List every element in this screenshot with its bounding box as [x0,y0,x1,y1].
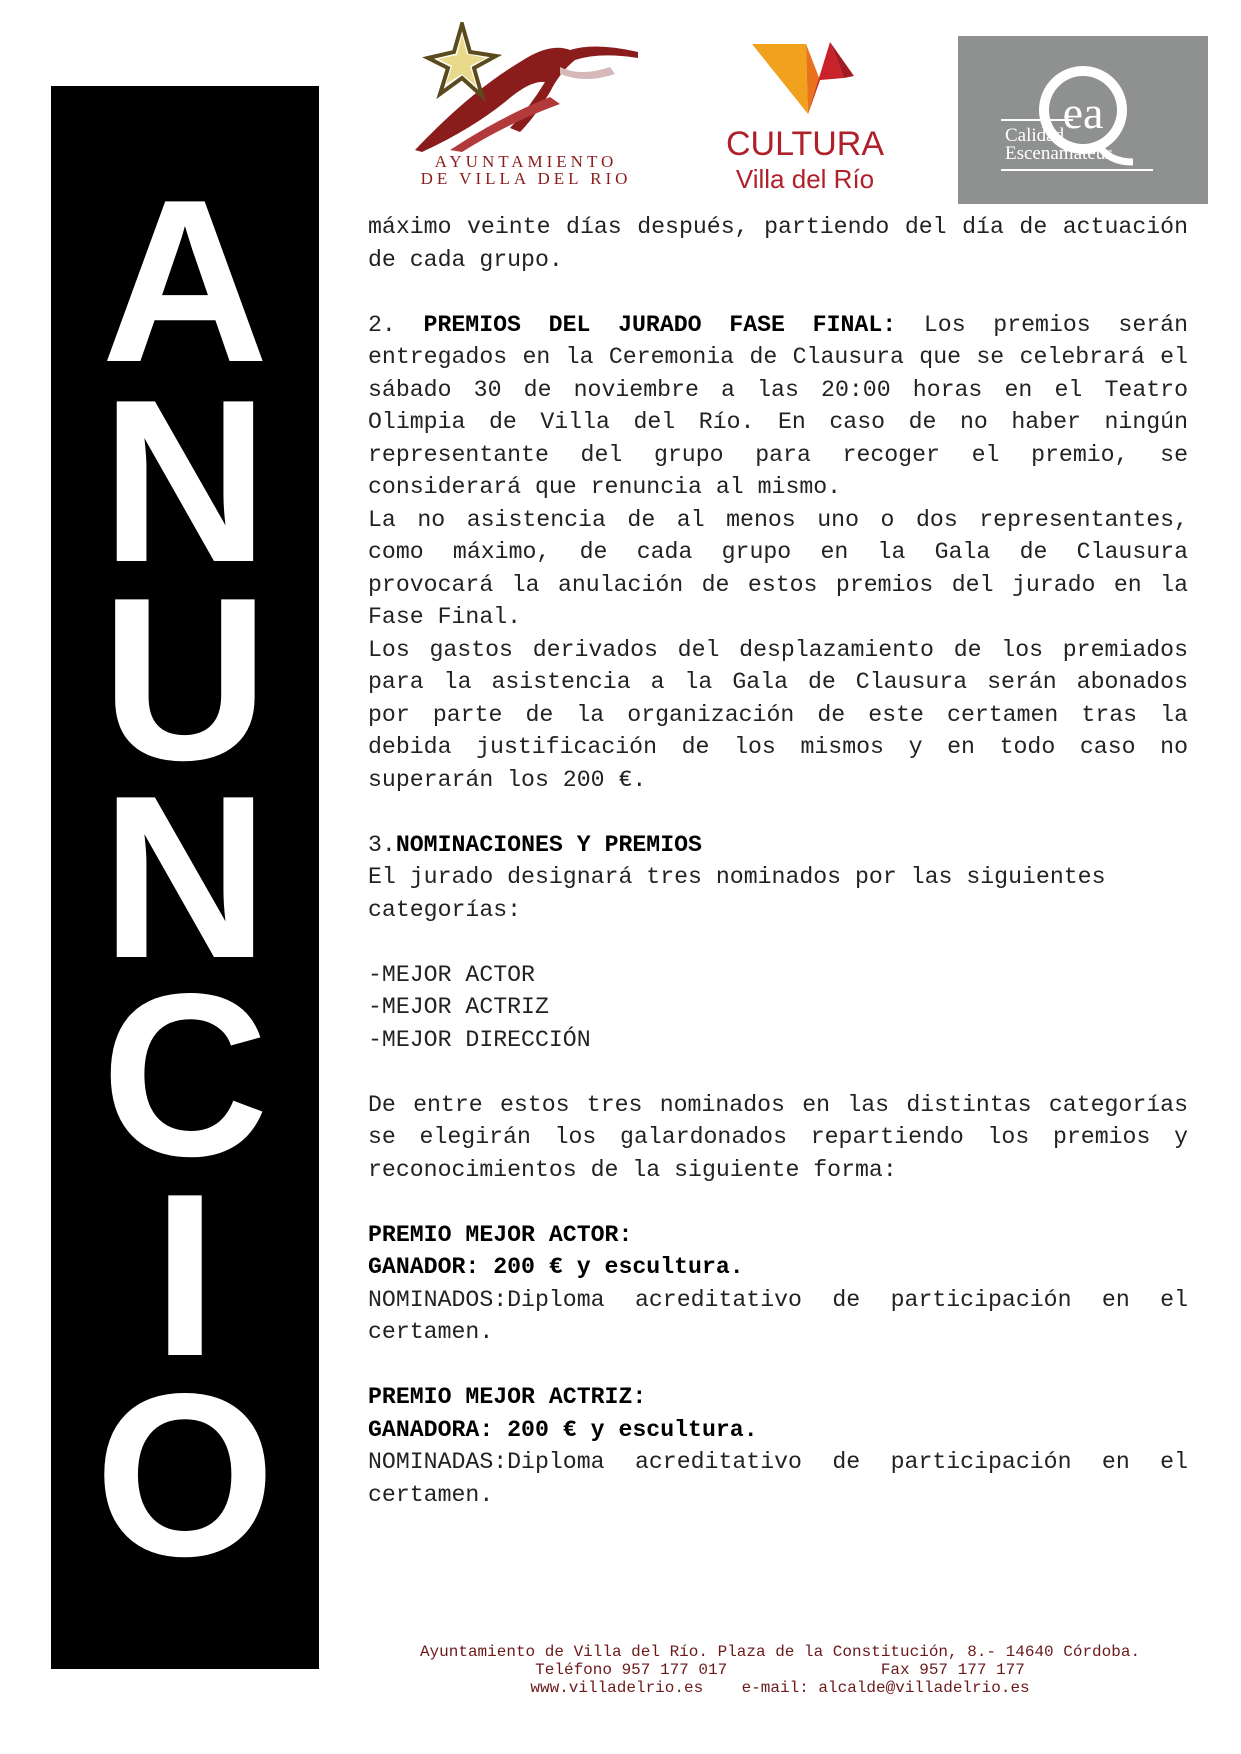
footer-fax: Fax 957 177 177 [880,1661,1025,1679]
paragraph: De entre estos tres nominados en las distintas categorías se elegirán los galardonados repartiendo los premios y reconocimientos de la siguiente forma: [368,1091,1188,1183]
section-2-paragraph [368,309,1188,504]
prize-title: PREMIO MEJOR ACTRIZ: [368,1384,647,1410]
prize-nominees: NOMINADOS:Diploma acreditativo de participación en el certamen. [368,1286,1188,1345]
ayuntamiento-line2: DE VILLA DEL RIO [420,169,632,188]
document-body [368,211,1188,1511]
section-text: Los premios serán entregados en la Ceremonia de Clausura que se celebrará el sábado 30 de noviembre a las 20:00 horas en el Teatro Olimpia de Villa del Río. En caso de no haber ningún representante del grupo para recoger el premio, se considerará que renuncia al mismo. [368,311,1188,500]
prize-nominees: NOMINADAS:Diploma acreditativo de participación en el certamen. [368,1449,1188,1508]
calidad-line2: Escenamateur [1005,143,1112,164]
ayuntamiento-logo [410,22,642,190]
paragraph: El jurado designará tres nominados por las siguientes categorías: [368,864,1106,923]
paragraph: Los gastos derivados del desplazamiento de los premiados para la asistencia a la Gala de Clausura serán abonados por parte de la organización de este certamen tras la debida justificación de los mismos y en todo caso no superarán los 200 €. [368,636,1188,793]
sidebar-letter: N [101,352,269,611]
footer-address: Ayuntamiento de Villa del Río. Plaza de la Constitución, 8.- 14640 Córdoba. [419,1643,1141,1661]
cultura-title: CULTURA [725,125,885,163]
ayuntamiento-line1: AYUNTAMIENTO [434,152,618,171]
calidad-mark-icon [958,36,1208,204]
sidebar-letter: N [101,748,269,1007]
section-number: 3. [368,831,396,858]
footer-web: www.villadelrio.es [530,1679,704,1697]
sidebar-letter: O [94,1346,276,1605]
cultura-logo [720,40,890,200]
category-item: -MEJOR ACTRIZ [368,994,549,1020]
category-item: -MEJOR ACTOR [368,961,535,988]
paragraph: máximo veinte días después, partiendo del día de actuación de cada grupo. [368,214,1188,273]
footer [320,1643,1240,1697]
calidad-line1: Calidad [1005,125,1065,146]
sidebar-letter: I [152,1146,218,1405]
prize-winner: GANADORA: 200 € y escultura. [368,1416,758,1443]
prize-title: PREMIO MEJOR ACTOR: [368,1221,633,1248]
footer-phone: Teléfono 957 177 017 [535,1661,728,1679]
sidebar-letter: A [101,152,269,411]
section-title: NOMINACIONES Y PREMIOS [395,831,702,858]
cultura-subtitle: Villa del Río [735,164,875,194]
category-item: -MEJOR DIRECCIÓN [368,1026,591,1053]
anuncio-sidebar [51,86,319,1669]
sidebar-letter: C [101,946,269,1205]
section-title: PREMIOS DEL JURADO FASE FINAL: [423,311,897,338]
sidebar-letter: U [101,550,269,809]
section-number: 2. [368,311,424,338]
star-mountain-icon [410,22,642,152]
prize-winner: GANADOR: 200 € y escultura. [368,1254,744,1280]
footer-email: e-mail: alcalde@villadelrio.es [741,1679,1030,1697]
calidad-mark-text: ea [1062,87,1104,138]
cultura-bird-icon [750,40,860,120]
section-3-heading [368,829,1188,862]
calidad-escenamateur-logo [958,36,1208,204]
paragraph: La no asistencia de al menos uno o dos representantes, como máximo, de cada grupo en la Gala de Clausura provocará la anulación de estos premios del jurado en la Fase Final. [368,506,1188,630]
